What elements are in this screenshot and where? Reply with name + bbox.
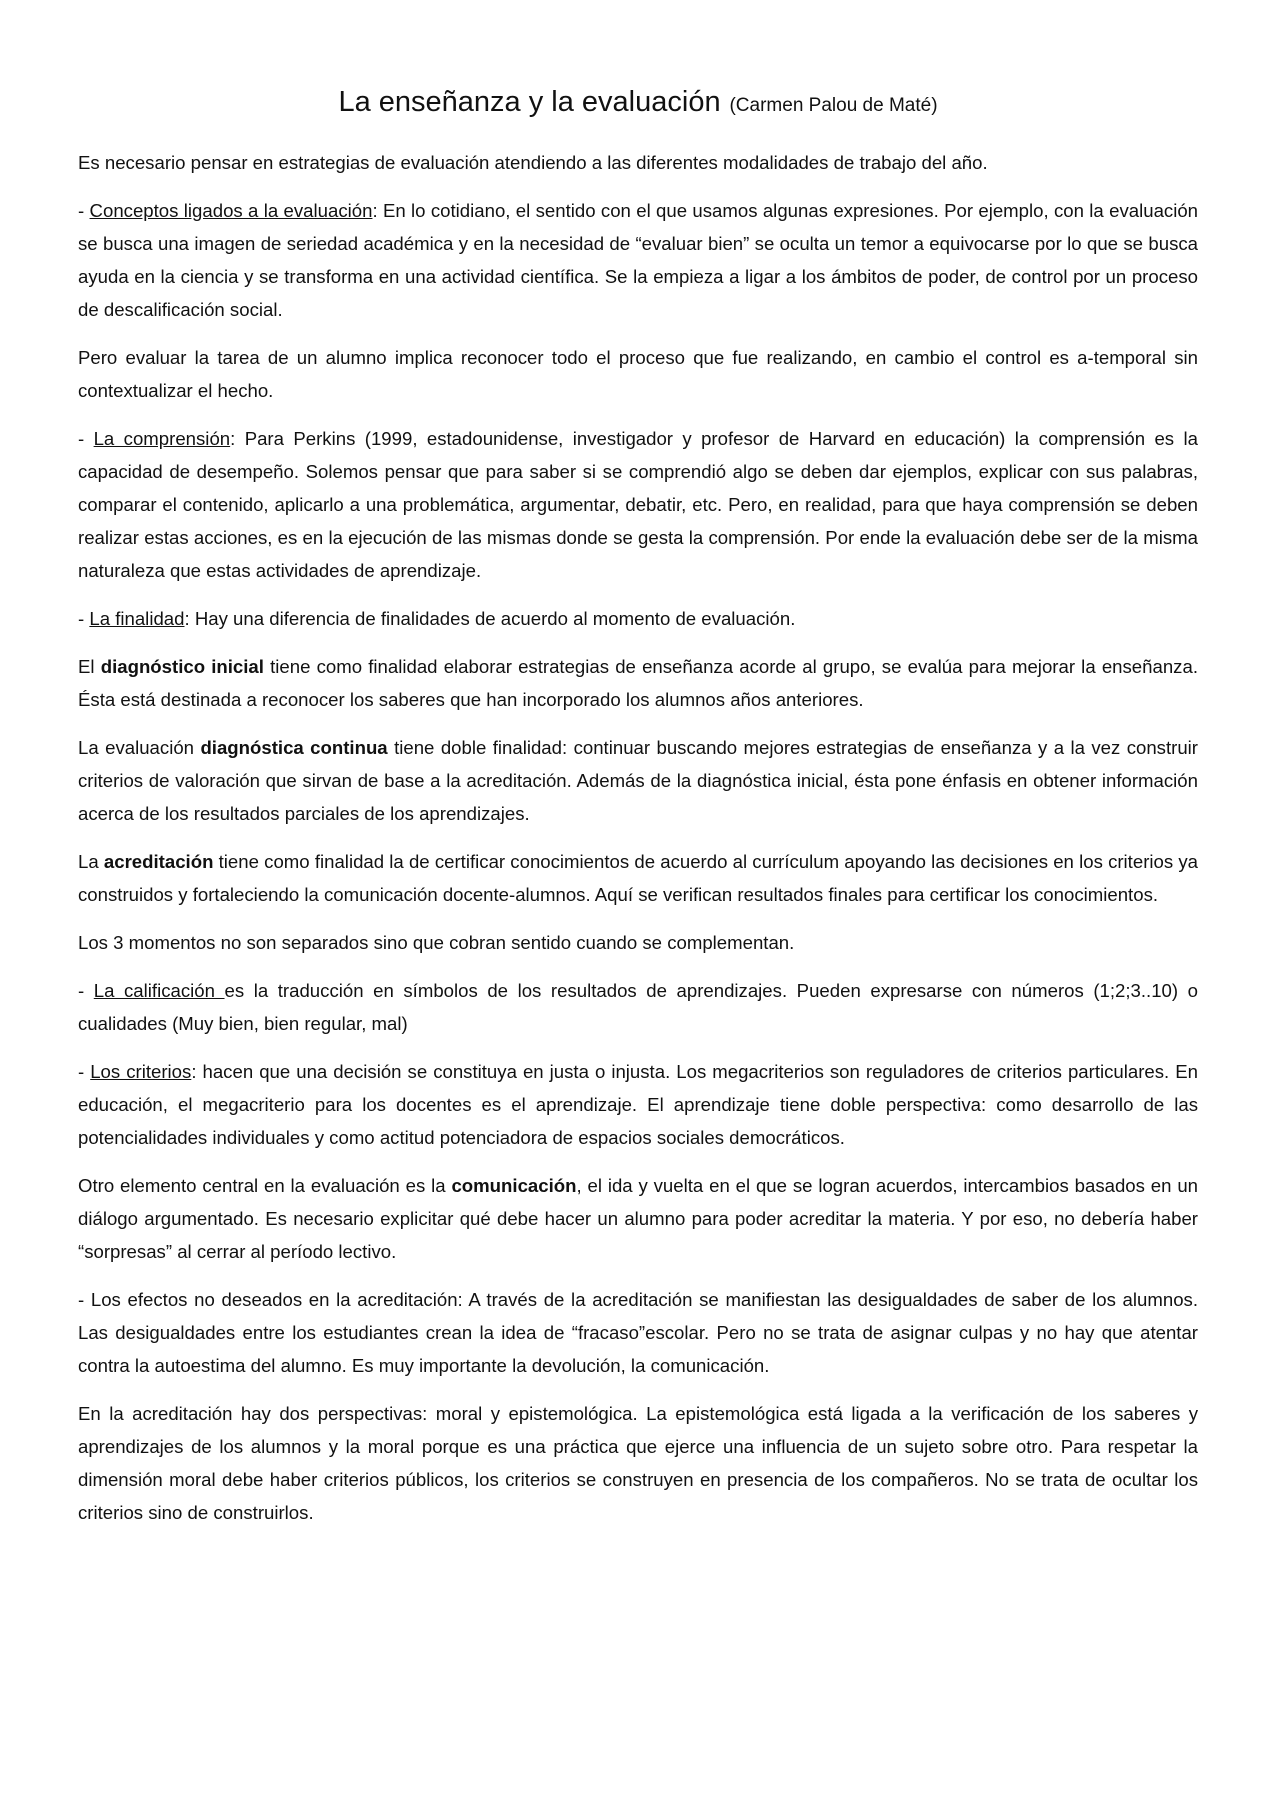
bold-term-comunicacion: comunicación bbox=[451, 1174, 577, 1196]
dash: - bbox=[78, 199, 90, 221]
paragraph-text: Otro elemento central en la evaluación es la bbox=[78, 1174, 452, 1196]
paragraph-finalidad bbox=[78, 602, 1198, 635]
dash: - bbox=[78, 427, 94, 449]
paragraph-evaluar: Pero evaluar la tarea de un alumno implica reconocer todo el proceso que fue realizando, en cambio el control es a-temporal sin contextualizar el hecho. bbox=[78, 346, 1198, 401]
paragraph-momentos: Los 3 momentos no son separados sino que cobran sentido cuando se complementan. bbox=[78, 931, 795, 953]
title-main: La enseñanza y la evaluación bbox=[338, 86, 721, 118]
paragraph-comprension bbox=[78, 422, 1198, 587]
paragraph-text: : Para Perkins (1999, estadounidense, investigador y profesor de Harvard en educación) la comprensión es la capacidad de desempeño. Solemos pensar que para saber si se comprendió algo se deben dar ejemplos, explicar con sus palabras, comparar el contenido, aplicarlo a una problemática, argumentar, debatir, etc. Pero, en realidad, para que haya comprensión se deben realizar estas acciones, es en la ejecución de las mismas donde se gesta la comprensión. Por ende la evaluación debe ser de la misma naturaleza que estas actividades de aprendizaje. bbox=[78, 427, 1198, 581]
paragraph-intro: Es necesario pensar en estrategias de evaluación atendiendo a las diferentes modalidades de trabajo del año. bbox=[78, 151, 988, 173]
paragraph-criterios bbox=[78, 1055, 1198, 1154]
title-author: (Carmen Palou de Maté) bbox=[729, 95, 938, 116]
paragraph-text: : En lo cotidiano, el sentido con el que usamos algunas expresiones. Por ejemplo, con la evaluación se busca una imagen de seriedad académica y en la necesidad de “evaluar bien” se oculta un temor a equivocarse por lo que se busca ayuda en la ciencia y se transforma en una actividad científica. Se la empieza a ligar a los ámbitos de poder, de control por un proceso de descalificación social. bbox=[78, 199, 1199, 320]
section-term-calificacion: La calificación bbox=[93, 979, 225, 1001]
paragraph-perspectivas: En la acreditación hay dos perspectivas: moral y epistemológica. La epistemológica está ligada a la verificación de los saberes y aprendizajes de los alumnos y la moral porque es una práctica que ejerce una influencia de un sujeto sobre otro. Para respetar la dimensión moral debe haber criterios públicos, los criterios se construyen en presencia de los compañeros. No se trata de ocultar los criterios sino de construirlos. bbox=[78, 1402, 1198, 1523]
paragraph-comunicacion bbox=[78, 1169, 1198, 1268]
bold-term-diagnostico-inicial: diagnóstico inicial bbox=[100, 655, 264, 677]
dash: - bbox=[78, 1060, 91, 1082]
dash: - bbox=[78, 979, 94, 1001]
paragraph-text: La evaluación bbox=[78, 736, 201, 758]
paragraph-text: tiene doble finalidad: continuar buscando mejores estrategias de enseñanza y a la vez construir criterios de valoración que sirvan de base a la acreditación. Además de la diagnóstica inicial, ésta pone énfasis en obtener información acerca de los resultados parciales de los aprendizajes. bbox=[78, 736, 1198, 824]
bold-term-acreditacion: acreditación bbox=[103, 850, 214, 872]
paragraph-efectos: - Los efectos no deseados en la acreditación: A través de la acreditación se manifiestan las desigualdades de saber de los alumnos. Las desigualdades entre los estudiantes crean la idea de “fracaso”escolar. Pero no se trata de asignar culpas y no hay que atentar contra la autoestima del alumno. Es muy importante la devolución, la comunicación. bbox=[78, 1288, 1198, 1376]
paragraph-text: , el ida y vuelta en el que se logran acuerdos, intercambios basados en un diálogo argumentado. Es necesario explicitar qué debe hacer un alumno para poder acreditar la materia. Y por eso, no debería haber “sorpresas” al cerrar al período lectivo. bbox=[78, 1174, 1199, 1262]
paragraph-text: : Hay una diferencia de finalidades de acuerdo al momento de evaluación. bbox=[184, 607, 796, 629]
paragraph-diagnostico-inicial bbox=[78, 650, 1198, 716]
paragraph-text: La bbox=[78, 850, 104, 872]
section-term-finalidad: La finalidad bbox=[89, 607, 185, 629]
section-term-comprension: La comprensión bbox=[93, 427, 231, 449]
paragraph-conceptos bbox=[78, 194, 1198, 326]
paragraph-text: tiene como finalidad elaborar estrategias de enseñanza acorde al grupo, se evalúa para mejorar la enseñanza. Ésta está destinada a reconocer los saberes que han incorporado los alumnos años anteriores. bbox=[78, 655, 1198, 710]
paragraph-text: El bbox=[78, 655, 101, 677]
document-title bbox=[78, 80, 1198, 122]
section-term-conceptos: Conceptos ligados a la evaluación bbox=[89, 199, 373, 221]
paragraph-calificacion bbox=[78, 974, 1198, 1040]
dash: - bbox=[78, 607, 90, 629]
bold-term-diagnostica-continua: diagnóstica continua bbox=[200, 736, 388, 758]
paragraph-diagnostica-continua bbox=[78, 731, 1198, 830]
section-term-criterios: Los criterios bbox=[90, 1060, 192, 1082]
paragraph-text: es la traducción en símbolos de los resultados de aprendizajes. Pueden expresarse con números (1;2;3..10) o cualidades (Muy bien, bien regular, mal) bbox=[78, 979, 1198, 1034]
paragraph-acreditacion bbox=[78, 845, 1198, 911]
paragraph-text: : hacen que una decisión se constituya en justa o injusta. Los megacriterios son reguladores de criterios particulares. En educación, el megacriterio para los docentes es el aprendizaje. El aprendizaje tiene doble perspectiva: como desarrollo de las potencialidades individuales y como actitud potenciadora de espacios sociales democráticos. bbox=[78, 1060, 1198, 1148]
paragraph-text: tiene como finalidad la de certificar conocimientos de acuerdo al currículum apoyando las decisiones en los criterios ya construidos y fortaleciendo la comunicación docente-alumnos. Aquí se verifican resultados finales para certificar los conocimientos. bbox=[78, 850, 1198, 905]
